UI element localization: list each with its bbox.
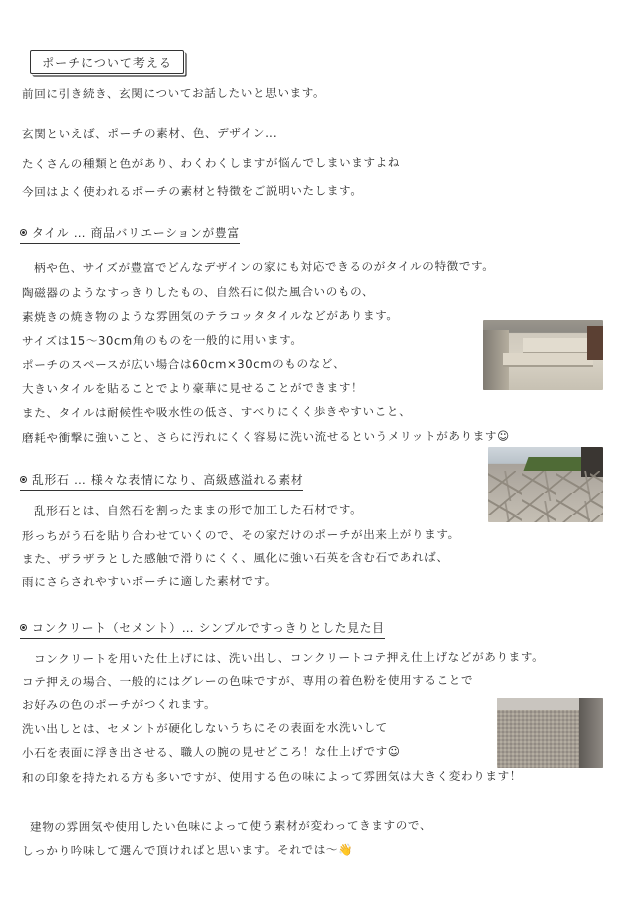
body-line: 小石を表面に浮き出させる、職人の腕の見せどころ！な仕上げです☺ [21, 744, 401, 760]
bullet-icon [20, 229, 27, 236]
body-line: 形っちがう石を貼り合わせていくので、その家だけのポーチが出来上がります。 [21, 527, 460, 543]
body-line: コンクリートを用いた仕上げには、洗い出し、コンクリートコテ押え仕上げなどがあります。 [33, 649, 545, 666]
body-line: 柄や色、サイズが豊富でどんなデザインの家にも対応できるのがタイルの特徴です。 [33, 258, 495, 275]
closing-line: しっかり吟味して選んで頂ければと思います。それでは～👋 [21, 842, 354, 858]
body-line: 和の印象を持たれる方も多いですが、使用する色の味によって雰囲気は大きく変わります！ [21, 768, 522, 785]
body-line: お好みの色のポーチがつくれます。 [21, 697, 217, 712]
body-line: 雨にさらされやすいポーチに適した素材です。 [21, 573, 278, 589]
intro-line: 前回に引き続き、玄関についてお話したいと思います。 [21, 85, 326, 101]
body-line: 素焼きの焼き物のような雰囲気のテラコッタタイルなどがあります。 [21, 308, 399, 324]
intro-line: 玄関といえば、ポーチの素材、色、デザイン… [21, 125, 278, 141]
intro-line: たくさんの種類と色があり、わくわくしますが悩んでしまいますよね [21, 155, 401, 171]
intro-line: 今回はよく使われるポーチの素材と特徴をご説明いたします。 [21, 183, 363, 199]
tile-porch-photo [483, 320, 603, 390]
page-title: ポーチについて考える [30, 50, 184, 74]
bullet-icon [20, 476, 27, 483]
body-line: コテ押えの場合、一般的にはグレーの色味ですが、専用の着色粉を使用することで [21, 673, 474, 689]
body-line: 大きいタイルを貼ることでより豪華に見せることができます！ [21, 380, 364, 396]
body-line: また、タイルは耐候性や吸水性の低さ、すべりにくく歩きやすいこと、 [21, 404, 412, 420]
body-line: 乱形石とは、自然石を割ったままの形で加工した石材です。 [33, 502, 363, 518]
body-line: 陶磁器のようなすっきりしたもの、自然石に似た風合いのもの、 [21, 284, 375, 300]
section-heading-text: コンクリート（セメント）… シンプルですっきりとした見た目 [32, 621, 385, 635]
stone-porch-photo [488, 447, 603, 522]
body-line: ポーチのスペースが広い場合は60cm×30cmのものなど、 [21, 356, 346, 372]
section-heading-tile [20, 225, 240, 244]
section-heading-stone [20, 472, 303, 491]
section-heading-concrete [20, 620, 385, 639]
body-line: 洗い出しとは、セメントが硬化しないうちにその表面を水洗いして [21, 720, 388, 736]
body-line: サイズは15～30cm角のものを一般的に用います。 [21, 332, 303, 348]
bullet-icon [20, 624, 27, 631]
closing-line: 建物の雰囲気や使用したい色味によって使う素材が変わってきますので、 [29, 818, 433, 834]
body-line: 磨耗や衝撃に強いこと、さらに汚れにくく容易に洗い流せるというメリットがあります☺ [21, 428, 510, 445]
section-heading-text: タイル … 商品バリエーションが豊富 [32, 226, 240, 240]
concrete-porch-photo [497, 698, 603, 768]
section-heading-text: 乱形石 … 様々な表情になり、高級感溢れる素材 [32, 473, 304, 487]
body-line: また、ザラザラとした感触で滑りにくく、風化に強い石英を含む石であれば、 [21, 550, 449, 566]
